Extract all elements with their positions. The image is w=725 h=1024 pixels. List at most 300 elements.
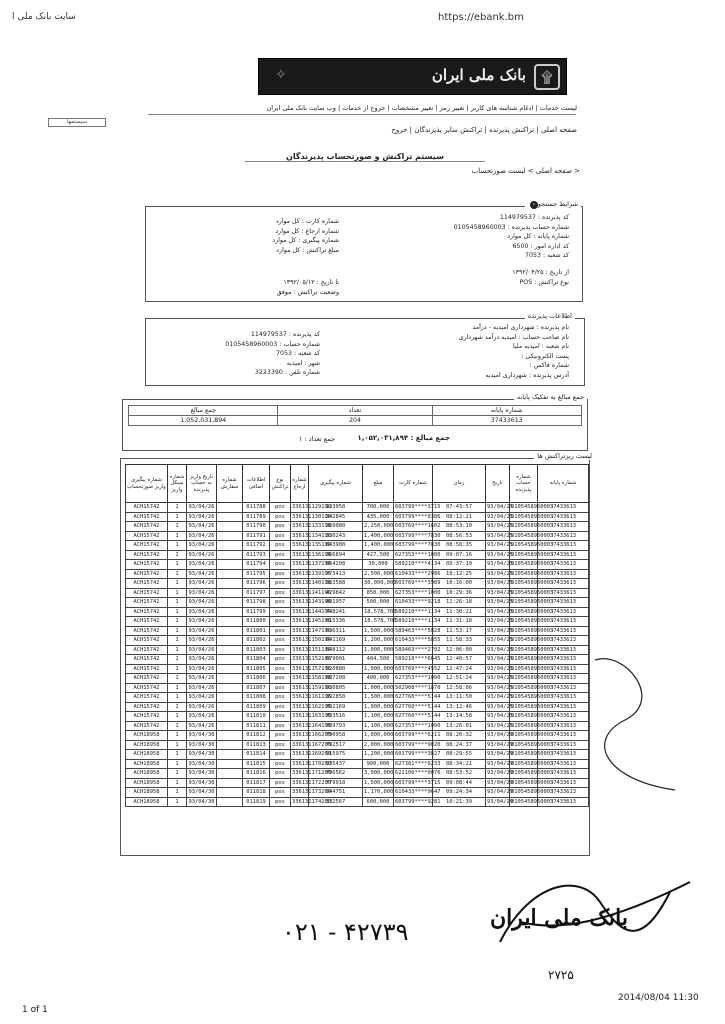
table-cell: 0105458960003 (511, 789, 554, 795)
table-row (126, 712, 589, 722)
table-cell: 93/04/25 (487, 532, 513, 539)
table-cell: ACH15742 (126, 579, 168, 589)
transactions-table (125, 464, 589, 807)
table-row (126, 750, 589, 760)
table-cell: ACH15742 (126, 550, 168, 560)
table-cell: 09:24:34 (433, 788, 486, 798)
table-row (126, 560, 589, 570)
table-cell: 93/04/25 (487, 627, 513, 634)
table-cell: ACH15742 (126, 512, 168, 522)
table-cell: 1 (168, 522, 187, 532)
table-cell: 13:11:50 (433, 693, 486, 703)
table-cell: 0105458960003 (511, 779, 554, 786)
table-cell: 336131145196 (292, 618, 331, 624)
table-cell: 37433613 (538, 740, 589, 750)
table-cell: 1 (168, 560, 187, 570)
table-cell: 481957 (309, 598, 363, 608)
table-row (126, 778, 589, 788)
table-cell: 336131150196 (292, 637, 331, 643)
table-row (126, 664, 589, 674)
table-cell: 93/04/30 (187, 788, 217, 798)
systems-button[interactable]: سیستمها (48, 118, 106, 127)
table-cell: 603799****0386 (395, 513, 441, 520)
table-cell: pos (270, 588, 291, 598)
table-cell: pos (270, 569, 291, 579)
bank-banner (258, 58, 567, 95)
table-row (126, 769, 589, 779)
table-cell: pos (270, 674, 291, 684)
table-cell: pos (270, 721, 291, 731)
table-cell: 427,500 (363, 550, 394, 560)
search-legend[interactable]: شرایط جستجو› (525, 200, 581, 209)
table-row (126, 626, 589, 636)
table-cell: 37433613 (538, 560, 589, 570)
table-cell: 900,000 (363, 759, 394, 769)
table-cell: 11:30:21 (433, 607, 486, 617)
column-header: شماره حساب پذیرنده (510, 465, 538, 503)
summary-sum: 1,052,031,894 (129, 416, 278, 426)
table-cell: 011795 (243, 569, 270, 579)
table-cell: 37433613 (538, 674, 589, 684)
table-cell: 10:16:00 (433, 579, 486, 589)
table-cell: 1 (168, 664, 187, 674)
submenu-other-merchants[interactable]: تراکنش سایر پذیرندگان (414, 126, 483, 134)
table-cell: pos (270, 522, 291, 532)
table-cell: 779918 (309, 778, 363, 788)
table-cell: 93/04/29 (487, 741, 513, 748)
total-count: جمع تعداد : ۱ (298, 435, 335, 443)
table-cell (217, 598, 243, 608)
table-cell: 37433613 (538, 683, 589, 693)
summary-terminal: 37433613 (432, 416, 582, 426)
table-cell: ACH15742 (126, 712, 168, 722)
table-cell: 0105458960003 (511, 770, 554, 776)
table-cell: 603799****9281 (395, 798, 441, 805)
table-cell: 93/04/30 (187, 740, 217, 750)
table-cell: 1 (168, 626, 187, 636)
table-cell: pos (270, 617, 291, 627)
table-cell: 336131141196 (292, 589, 331, 596)
table-cell: 10:21:39 (433, 797, 486, 807)
table-cell: 603799****3715 (395, 779, 441, 786)
table-cell: 93/04/26 (187, 560, 217, 570)
table-cell: 08:58:35 (433, 541, 486, 551)
table-cell (217, 569, 243, 579)
table-cell: 336131147196 (292, 627, 331, 634)
table-cell: ACH15742 (126, 693, 168, 703)
table-cell: 37433613 (538, 531, 589, 541)
table-cell: 2,000,000 (364, 741, 394, 748)
table-cell: 08:29:55 (433, 750, 486, 760)
table-cell: 1,000,000 (364, 703, 394, 710)
table-cell: 93/04/26 (187, 607, 217, 617)
table-cell: 93/04/26 (187, 664, 217, 674)
column-header: شماره پایانه (538, 465, 589, 503)
table-cell (217, 588, 243, 598)
table-cell: 93/04/26 (187, 550, 217, 560)
submenu-merchant-trx[interactable]: تراکنش پذیرنده (489, 126, 535, 134)
table-cell: pos (270, 503, 291, 513)
table-row (126, 788, 589, 798)
table-cell: 37433613 (538, 702, 589, 712)
table-cell: 0105458960003 (511, 732, 554, 738)
field-reference: شماره ارجاع : کل موارد (275, 227, 339, 235)
table-cell: 1 (168, 503, 187, 513)
table-cell: 366894 (309, 550, 363, 560)
table-cell: 011804 (243, 655, 270, 665)
table-cell: 336131172200 (292, 779, 331, 786)
divider (148, 114, 576, 115)
table-cell: ACH15742 (126, 626, 168, 636)
table-cell: 011794 (243, 560, 270, 570)
table-cell: 0105458960003 (511, 532, 554, 539)
table-cell: 615336 (309, 617, 363, 627)
table-cell: 10:29:36 (433, 588, 486, 598)
table-cell: 011797 (243, 588, 270, 598)
table-row (126, 588, 589, 598)
table-cell: 1 (168, 693, 187, 703)
table-cell: 09:37:19 (433, 560, 486, 570)
table-cell: 1 (168, 674, 187, 684)
table-cell: 37433613 (538, 626, 589, 636)
table-cell: 336131137196 (292, 561, 331, 567)
table-cell: 09:08:44 (433, 778, 486, 788)
field-card-number: شماره کارت : کل موارد (275, 218, 339, 225)
table-cell: ACH18958 (126, 778, 168, 788)
table-cell: 1 (168, 712, 187, 722)
table-cell: 08:12:21 (433, 512, 486, 522)
table-cell: 648112 (309, 645, 363, 655)
table-cell: 622106****0076 (395, 770, 441, 776)
bank-emblem-icon: ۩ (534, 64, 560, 90)
column-header: زمان (433, 465, 486, 503)
table-cell: 93/04/29 (487, 751, 513, 757)
menu-item-change-profile[interactable]: تغییر مشخصات (391, 104, 434, 112)
table-cell: pos (270, 664, 291, 674)
table-cell: 93/04/25 (487, 618, 513, 624)
table-cell: ACH18958 (126, 731, 168, 741)
table-row (126, 541, 589, 551)
table-cell: 1 (168, 655, 187, 665)
account-number: شماره حساب : 0105458960003 (225, 340, 320, 348)
table-cell: 37433613 (538, 617, 589, 627)
table-cell: 011808 (243, 693, 270, 703)
table-row (126, 512, 589, 522)
table-cell: 1 (168, 731, 187, 741)
table-cell: 330243 (309, 531, 363, 541)
table-cell: 0105458960003 (511, 618, 554, 624)
table-row (126, 607, 589, 617)
page-url: https://ebank.bm (438, 12, 524, 23)
table-cell: 93/04/30 (187, 731, 217, 741)
search-right-fields (429, 213, 569, 261)
table-cell: 37433613 (538, 645, 589, 655)
field-tracking: شماره پیگیری : کل موارد (272, 237, 339, 244)
table-cell: 342845 (309, 512, 363, 522)
menu-item-change-password[interactable]: تغییر رمز (439, 104, 465, 112)
table-cell: 0105458960003 (511, 580, 554, 586)
table-row (126, 759, 589, 769)
table-cell: 1 (168, 512, 187, 522)
table-row (126, 797, 589, 807)
table-cell (217, 712, 243, 722)
table-cell: 93/04/25 (487, 675, 513, 681)
table-cell: 93/04/26 (187, 598, 217, 608)
print-datetime: 2014/08/04 11:30 (618, 993, 699, 1003)
table-cell: 627353****1000 (395, 589, 441, 596)
table-cell: 603769****4552 (395, 665, 441, 672)
table-cell: 709793 (309, 721, 363, 731)
table-cell: 790958 (309, 731, 363, 741)
field-office-code: کد اداره امور : 6500 (512, 242, 569, 250)
table-cell: 679001 (309, 655, 363, 665)
table-cell: 1 (168, 588, 187, 598)
table-cell (217, 541, 243, 551)
table-cell: 18,578,700 (364, 608, 397, 615)
table-cell: 610433****2986 (395, 570, 441, 577)
table-cell: ACH18958 (126, 769, 168, 779)
table-cell: 627353****1000 (395, 551, 441, 558)
table-row (126, 522, 589, 532)
table-cell: 011803 (243, 645, 270, 655)
table-cell: 08:20:32 (433, 731, 486, 741)
table-cell: ACH15742 (126, 522, 168, 532)
table-cell: pos (270, 769, 291, 779)
table-cell: 687208 (309, 674, 363, 684)
table-cell: 589210****4134 (395, 561, 441, 567)
table-cell: ACH15742 (126, 664, 168, 674)
table-cell: 93/04/25 (487, 646, 513, 653)
email: پست الکترونیکی : (521, 352, 569, 360)
table-cell: 336131133196 (292, 523, 331, 529)
column-header: شماره سفارش (217, 465, 243, 503)
table-cell: 37433613 (538, 655, 589, 665)
top-menu: لیست خدمات | ادغام شناسه های کاربر | تغییر رمز | تغییر مشخصات | خروج از خدمات | وب سایت بانک ملی ایران (266, 104, 577, 112)
table-cell: 3,000,000 (364, 770, 394, 776)
table-cell: 37433613 (538, 522, 589, 532)
table-cell: 011789 (243, 512, 270, 522)
column-header: شماره کارت (394, 465, 433, 503)
table-cell: 1 (168, 598, 187, 608)
table-cell: 11:53:17 (433, 626, 486, 636)
table-cell: 1 (168, 569, 187, 579)
table-cell: 336131136196 (292, 551, 331, 558)
table-cell: 664208 (309, 560, 363, 570)
table-cell: pos (270, 683, 291, 693)
table-cell: 37433613 (538, 503, 589, 513)
table-cell: 37433613 (538, 750, 589, 760)
table-cell: 37433613 (538, 569, 589, 579)
table-cell: pos (270, 788, 291, 798)
table-cell: 93/04/26 (187, 512, 217, 522)
table-cell: 643908 (309, 541, 363, 551)
table-cell: 0105458960003 (511, 665, 554, 672)
table-cell: 1 (168, 579, 187, 589)
table-cell (217, 788, 243, 798)
table-cell: ACH15742 (126, 598, 168, 608)
table-cell: 336131157196 (292, 665, 331, 672)
table-cell: 93/04/26 (187, 702, 217, 712)
table-cell: 37433613 (538, 797, 589, 807)
table-cell: 93/04/25 (487, 561, 513, 567)
table-cell: 08:53:10 (433, 522, 486, 532)
table-cell: 915975 (309, 750, 363, 760)
table-cell: 435,000 (363, 512, 394, 522)
table-cell: ACH15742 (126, 541, 168, 551)
table-cell: 1,500,000 (364, 627, 394, 634)
table-cell: 0105458960003 (511, 675, 554, 681)
table-cell (217, 550, 243, 560)
table-cell: 09:07:16 (433, 550, 486, 560)
table-cell: 0105458960003 (511, 703, 554, 710)
table-cell: 400,000 (363, 674, 394, 684)
merchant-right-fields (409, 323, 569, 380)
table-cell (217, 683, 243, 693)
table-cell: 603769****1602 (395, 523, 441, 529)
table-cell: 0105458960003 (511, 713, 554, 719)
menu-item-services[interactable]: لیست خدمات (539, 104, 577, 112)
table-row (126, 636, 589, 646)
table-cell: 0105458960003 (511, 760, 554, 767)
table-cell: 2,250,000 (364, 523, 394, 529)
table-cell: 0105458960003 (511, 608, 554, 615)
page-counter: 1 of 1 (22, 1005, 48, 1015)
table-cell: 935437 (309, 759, 363, 769)
table-cell: 603799****6211 (395, 732, 441, 738)
table-cell: 610433****5855 (395, 637, 441, 643)
summary-count: 204 (278, 416, 432, 426)
menu-item-logout[interactable]: خروج از خدمات (342, 104, 386, 112)
table-cell: 93/04/26 (187, 569, 217, 579)
table-cell: 08:53:52 (433, 769, 486, 779)
table-cell: pos (270, 797, 291, 807)
table-row (126, 550, 589, 560)
table-cell: 1,400,000 (364, 532, 394, 539)
table-cell: 0105458960003 (511, 741, 554, 748)
table-cell: 0105458960003 (511, 599, 554, 605)
table-cell: 1,500,000 (364, 694, 394, 700)
table-cell: 37433613 (538, 550, 589, 560)
table-cell: 12:40:57 (433, 655, 486, 665)
table-cell: 1 (168, 636, 187, 646)
table-cell: ACH15742 (126, 569, 168, 579)
submenu-exit[interactable]: خروج (391, 126, 408, 134)
table-cell: 93/04/25 (487, 542, 513, 548)
table-row (126, 569, 589, 579)
table-row (126, 617, 589, 627)
table-cell: 93/04/25 (487, 608, 513, 615)
table-cell: 332567 (309, 797, 363, 807)
table-cell: 011798 (243, 598, 270, 608)
table-cell: 08:34:21 (433, 759, 486, 769)
table-cell: 93/04/25 (487, 656, 513, 662)
table-cell: 93/04/26 (187, 617, 217, 627)
table-cell: 93/04/25 (487, 684, 513, 691)
table-cell: pos (270, 712, 291, 722)
handwritten-phone: ۰۲۱ - ۴۲۷۳۹ (282, 918, 409, 946)
table-cell: 336131173200 (292, 789, 331, 795)
table-cell: 011800 (243, 617, 270, 627)
table-cell: 1,100,000 (364, 713, 394, 719)
column-header: شماره پیگیری (309, 465, 363, 503)
table-cell: 1 (168, 550, 187, 560)
table-cell: 011791 (243, 531, 270, 541)
table-cell: 93/04/26 (187, 674, 217, 684)
table-cell: 627353****1000 (395, 722, 441, 729)
submenu-home[interactable]: صفحه اصلی (540, 126, 577, 134)
table-cell: pos (270, 626, 291, 636)
field-account: شماره حساب پذیرنده : 0105458960003 (453, 223, 569, 231)
table-cell: pos (270, 740, 291, 750)
city: شهر : امیدیه (286, 359, 320, 367)
fax: شماره فاکس : (529, 362, 569, 369)
table-cell: ACH18958 (126, 750, 168, 760)
table-cell (217, 512, 243, 522)
table-cell: 603769****3989 (395, 580, 441, 586)
table-cell: 336131169200 (292, 751, 331, 757)
table-cell: 011806 (243, 674, 270, 684)
table-cell: 1,000,000 (364, 646, 394, 653)
field-merchant-code: کد پذیرنده : 114979537 (499, 214, 569, 221)
table-cell: 93/04/26 (187, 693, 217, 703)
table-cell: 93/04/26 (187, 588, 217, 598)
table-cell: 0105458960003 (511, 646, 554, 653)
table-cell: 0105458960003 (511, 561, 554, 567)
table-cell: 011801 (243, 626, 270, 636)
table-cell: 641169 (309, 636, 363, 646)
column-header: شماره ارجاع (291, 465, 309, 503)
table-row (126, 645, 589, 655)
table-cell: pos (270, 541, 291, 551)
sub-menu: صفحه اصلی | تراکنش پذیرنده | تراکنش سایر پذیرندگان | خروج (391, 126, 577, 134)
table-cell: 37433613 (538, 598, 589, 608)
table-cell: 011816 (243, 769, 270, 779)
table-cell: pos (270, 778, 291, 788)
table-cell: 93/04/25 (487, 694, 513, 700)
table-cell: 12:47:24 (433, 664, 486, 674)
table-cell: 1 (168, 702, 187, 712)
table-cell: 336131134196 (292, 532, 331, 539)
table-cell: 011802 (243, 636, 270, 646)
table-cell (217, 626, 243, 636)
table-cell: 13:14:58 (433, 712, 486, 722)
table-cell: 700,000 (363, 503, 394, 513)
table-cell (217, 560, 243, 570)
table-cell: 0105458960003 (511, 637, 554, 643)
field-terminal: شماره پایانه : کل موارد (507, 233, 569, 240)
table-cell: 336131164196 (292, 722, 331, 729)
table-cell: 429842 (309, 588, 363, 598)
table-cell: pos (270, 550, 291, 560)
table-cell: 336131135196 (292, 542, 331, 548)
table-cell: 603799****7830 (395, 542, 441, 548)
table-cell: ACH15742 (126, 636, 168, 646)
table-cell: 93/04/29 (487, 779, 513, 786)
table-cell: 93/04/26 (187, 683, 217, 693)
table-cell: 011814 (243, 750, 270, 760)
table-cell: 93/04/26 (187, 645, 217, 655)
menu-item-merge-ids[interactable]: ادغام شناسه های کاربر (470, 104, 534, 112)
menu-item-website[interactable]: وب سایت بانک ملی ایران (266, 104, 336, 112)
table-cell: 850,000 (363, 588, 394, 598)
table-cell: 627353****1000 (395, 675, 441, 681)
table-cell: 484,500 (363, 655, 394, 665)
table-cell: 0105458960003 (511, 722, 554, 729)
table-cell: 500,000 (363, 598, 394, 608)
table-cell: 1,000,000 (364, 665, 394, 672)
table-cell (217, 636, 243, 646)
table-cell: ACH18958 (126, 797, 168, 807)
